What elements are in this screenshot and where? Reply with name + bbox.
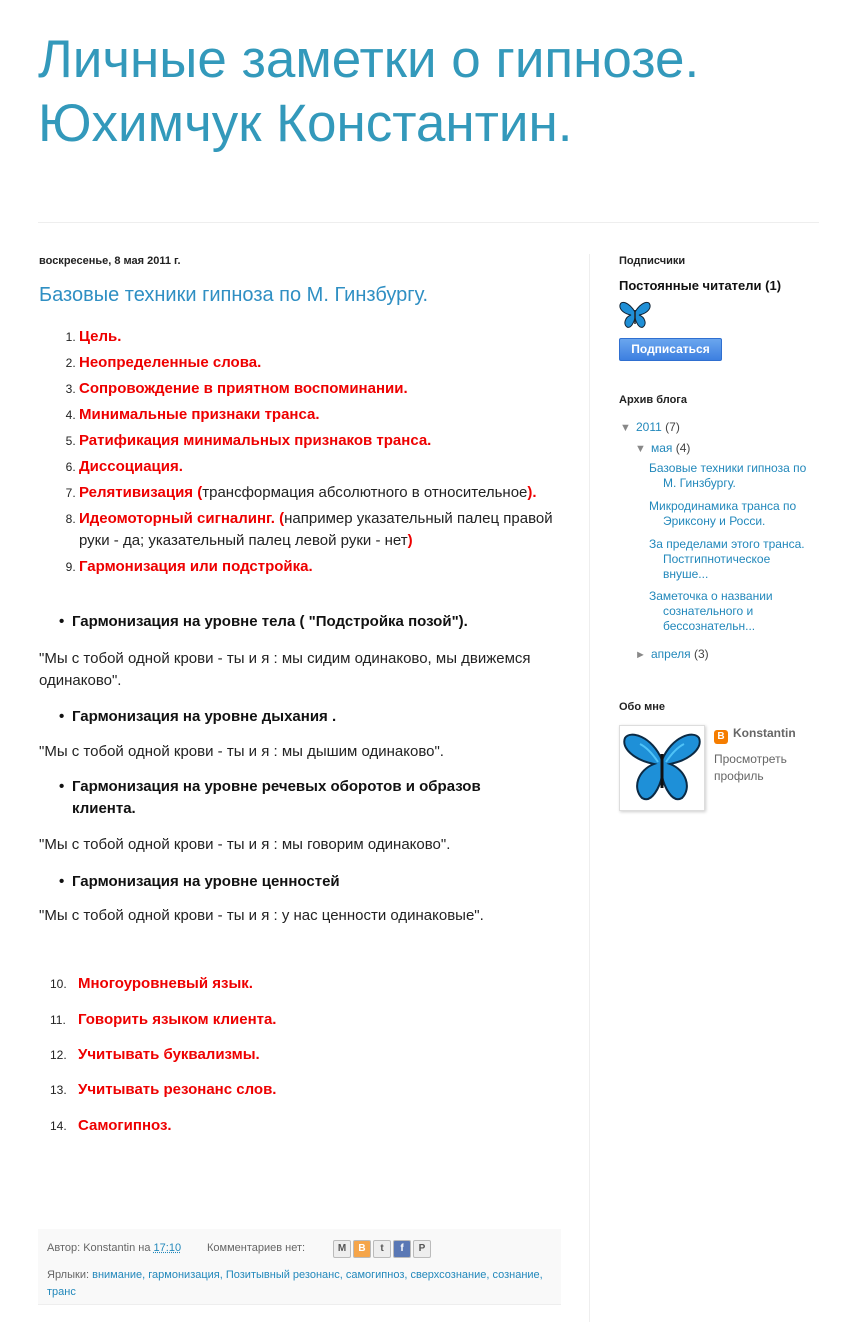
list-item: 14. Самогипноз. bbox=[50, 1117, 172, 1134]
facebook-share-icon[interactable]: f bbox=[393, 1240, 411, 1258]
archive-post-link[interactable]: Заметочка о названии сознательного и бессознательн... bbox=[649, 589, 773, 633]
post-author-line: Автор: Konstantin на 17:10 bbox=[47, 1242, 182, 1254]
profile-photo[interactable] bbox=[619, 725, 705, 811]
archive-year-2011[interactable]: ▼ 2011 (7) bbox=[620, 420, 680, 434]
quote-text: "Мы с тобой одной крови - ты и я : мы дышим одинаково". bbox=[39, 743, 444, 760]
email-share-icon[interactable]: M bbox=[333, 1240, 351, 1258]
list-item: 9. Гармонизация или подстройка. bbox=[79, 556, 559, 578]
list-item: 3. Сопровождение в приятном воспоминании. bbox=[79, 378, 559, 400]
expanded-triangle-icon[interactable]: ▼ bbox=[635, 443, 646, 455]
list-item: 4. Минимальные признаки транса. bbox=[79, 404, 559, 426]
archive-post-link[interactable]: За пределами этого транса. Постгипнотическое внуше... bbox=[649, 537, 805, 581]
list-item: 1. Цель. bbox=[79, 326, 559, 348]
view-profile-link[interactable]: Просмотреть профиль bbox=[714, 752, 787, 783]
post-labels: Ярлыки: внимание, гармонизация, Позитывный резонанс, самогипноз, сверхсознание, сознание, транс bbox=[47, 1269, 543, 1298]
expanded-triangle-icon[interactable]: ▼ bbox=[620, 422, 631, 434]
blog-title-line1[interactable]: Личные заметки о гипнозе. bbox=[38, 30, 700, 89]
followers-title: Постоянные читатели (1) bbox=[619, 278, 782, 293]
list-item: • Гармонизация на уровне тела ( "Подстройка позой"). bbox=[59, 613, 468, 630]
list-item: • Гармонизация на уровне речевых оборотов и образов клиента. bbox=[59, 778, 481, 817]
blogger-icon: B bbox=[714, 730, 728, 744]
blogthis-share-icon[interactable]: B bbox=[353, 1240, 371, 1258]
post-time-link[interactable]: 17:10 bbox=[153, 1242, 182, 1254]
techniques-list bbox=[39, 326, 559, 578]
post-title[interactable]: Базовые техники гипноза по М. Гинзбургу. bbox=[39, 284, 429, 306]
twitter-share-icon[interactable]: t bbox=[373, 1240, 391, 1258]
archive-month-april[interactable]: ► апреля (3) bbox=[635, 647, 709, 661]
followers-heading: Подписчики bbox=[619, 255, 686, 267]
list-item: 13. Учитывать резонанс слов. bbox=[50, 1081, 277, 1098]
column-divider bbox=[589, 254, 590, 1322]
author-name: Konstantin bbox=[83, 1242, 136, 1254]
follower-avatar-butterfly-icon[interactable] bbox=[619, 300, 651, 330]
post-footer bbox=[38, 1229, 561, 1305]
list-item: • Гармонизация на уровне дыхания . bbox=[59, 708, 337, 725]
pinterest-share-icon[interactable]: P bbox=[413, 1240, 431, 1258]
labels-links[interactable]: внимание, гармонизация, Позитывный резонанс, самогипноз, сверхсознание, сознание, bbox=[92, 1269, 543, 1281]
comments-link[interactable]: Комментариев нет: bbox=[207, 1242, 306, 1254]
list-item: 7. Релятивизация (трансформация абсолютного в относительное). bbox=[79, 482, 559, 504]
post-date: воскресенье, 8 мая 2011 г. bbox=[39, 255, 181, 267]
list-item: 12. Учитывать буквализмы. bbox=[50, 1046, 260, 1063]
about-heading: Обо мне bbox=[619, 701, 666, 713]
butterfly-icon bbox=[620, 726, 704, 810]
label-link[interactable]: транс bbox=[47, 1286, 76, 1298]
blog-title[interactable] bbox=[38, 28, 838, 156]
share-buttons bbox=[333, 1240, 433, 1258]
header-divider bbox=[38, 222, 819, 223]
archive-month-may[interactable]: ▼ мая (4) bbox=[635, 441, 691, 455]
list-item: 6. Диссоциация. bbox=[79, 456, 559, 478]
quote-text: "Мы с тобой одной крови - ты и я : у нас ценности одинаковые". bbox=[39, 907, 484, 924]
list-item: 10. Многоуровневый язык. bbox=[50, 975, 253, 992]
blog-title-line2[interactable]: Юхимчук Константин. bbox=[38, 94, 573, 153]
archive-post-link[interactable]: Базовые техники гипноза по М. Гинзбургу. bbox=[649, 461, 807, 490]
list-item: 5. Ратификация минимальных признаков транса. bbox=[79, 430, 559, 452]
profile-name[interactable]: B Konstantin bbox=[714, 726, 796, 744]
follow-button[interactable]: Подписаться bbox=[619, 338, 722, 361]
archive-post-link[interactable]: Микродинамика транса по Эриксону и Росси. bbox=[649, 499, 797, 528]
post-body bbox=[39, 326, 559, 582]
quote-text: "Мы с тобой одной крови - ты и я : мы сидим одинаково, мы движемся одинаково". bbox=[39, 650, 531, 689]
quote-text: "Мы с тобой одной крови - ты и я : мы говорим одинаково". bbox=[39, 836, 451, 853]
list-item: 2. Неопределенные слова. bbox=[79, 352, 559, 374]
archive-heading: Архив блога bbox=[619, 394, 687, 406]
list-item: 8. Идеомоторный сигналинг. (например указательный палец правой руки - да; указательный палец левой руки - нет) bbox=[79, 508, 559, 552]
collapsed-triangle-icon[interactable]: ► bbox=[635, 649, 646, 661]
list-item: • Гармонизация на уровне ценностей bbox=[59, 873, 340, 890]
list-item: 11. Говорить языком клиента. bbox=[50, 1011, 277, 1028]
